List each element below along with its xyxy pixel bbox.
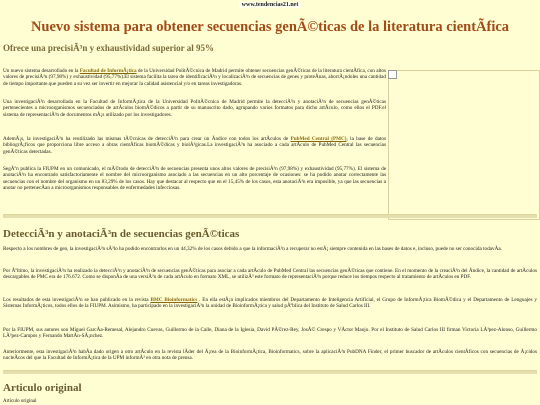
section-divider [3,214,537,218]
paragraph-1: Un nuevo sistema desarrollado en la Facultad de InformÃ¡tica de la Universidad PolitÃ©cnica de Madrid permite obtener secuencias genÃ©ticas de la literatura cientÃfica, con altos valores de precisiÃ³n (97,98%) y exhaustividad (95,77%).El sistema facilita la tarea de identificaciÃ³n y localizaciÃ³n de secuencias de genes y proteÃnas, ahorrÃ¡ndoles una cantidad de tiempo importante.que pueden a su vez ser invertir en mejorar la calidad asistencial y/o en tareas investigadoras. [3,68,386,87]
site-url: www.tendencias21.net [0,2,540,9]
article-subtitle: Ofrece una precisiÃ³n y exhaustividad superior al 95% [3,43,214,53]
section-heading-deteccion: DetecciÃ³n y anotaciÃ³n de secuencias genÃ©ticas [3,228,240,240]
section-heading-original: Articulo original [3,382,82,394]
pubmed-central-link[interactable]: PubMed Central (PMC) [290,136,347,142]
article-title: Nuevo sistema para obtener secuencias genÃ©ticas de la literatura cientÃfica [30,19,510,35]
paragraph-6: Por Ãºltimo, la investigaciÃ³n ha realizado la detecciÃ³n y anotaciÃ³n de secuencias genÃ©ticas para asociar a cada artÃculo de PubMed Central las secuencias genÃ©ticas que contiene. En el momento de la creaciÃ³n del Ãndice, la cantidad de artÃculos descargables de PMC era de 176.672. Como se disponÃa de una versiÃ³n de cada artÃculo en formato XML, se utilizÃ³ este formato de representaciÃ³n porque reduce los tiempos respecto al tratamiento de artÃculos en PDF. [3,268,537,281]
paragraph-3: AdemÃ¡s, la investigaciÃ³n ha reutilizado las mismas tÃ©cnicas de detecciÃ³n para crear un Ãndice con todos los artÃculos de PubMed Central (PMC), la base de datos bibliogrÃ¡ficos que proporciona libre acceso a obras cientÃficas biomÃ©dicas y biolÃ³gicas.La investigaciÃ³n ha asociado a cada artÃculo de PubMed Central las secuencias genÃ©ticas detectadas. [3,136,386,155]
paragraph-2: Una investigaciÃ³n desarrollada en la Facultad de InformÃ¡tica de la Universidad PolitÃ©cnica de Madrid permite la detecciÃ³n y anotaciÃ³n de secuencias genÃ©ticas pertenecientes a microorganismos secuenciados de artÃculos biomÃ©dicos a partir de su manuscrito dado, agrupando varios formatos para dicho artÃculo, como ellos el PDF.el sistema de representaciÃ³n de documentos mÃ¡s utilizado por los investigadores. [3,99,386,118]
paragraph-7: Los resultados de esta investigaciÃ³n se han publicado en la revista BMC Bioinformatics . En ella estÃ¡n implicados miembros del Departamento de Inteligencia Artificial, el Grupo de InformÃ¡tica BiomÃ©dica y el Departamento de Lenguajes y Sistemas InformÃ¡ticos, todos ellos de la FIUPM. Asimismo, ha participado en la investigaciÃ³n la unidad de BioinformÃ¡tica y salud pÃºblica del Instituto de Salud Carlos III. [3,297,538,310]
broken-image-icon [388,70,397,79]
paragraph-4: SegÃºn publica la FIUPM en un comunicado, el mÃ©todo de detecciÃ³n de secuencias presenta unos altos valores de precisiÃ³n (97,98%) y exhaustividad (95,77%). El sistema de anotaciÃ³n ha encontrado satisfactoriamente el nombre del microorganismo asociado a las secuencias en un alto porcentaje de ocasiones: se ha podido anotar correctamente las secuencias con el nombre del organismo en un 83,29% de los casos. Hay que destacar al respecto que en el 15,45% de los casos, esta anotaciÃ³n era imposible, ya que las secuencias a anotar no pertenecÃan a microorganismos responsables de enfermedades infecciosas. [3,166,386,191]
side-image-frame [388,70,540,220]
paragraph-9: Anteriormente, esta investigaciÃ³n habÃa dado origen a otro artÃculo en la revista lÃder del Ã¡rea de la BioinformÃ¡tica, Bioinformatics, sobre la aplicaciÃ³n PubDNA Finder, el primer buscador de artÃculos cientÃficos con secuencias de Ã¡cidos nucleÃcos del que la Facultad de InformÃ¡tica de la UPM informÃ³ en otra nota de prensa. [3,349,537,362]
section-divider-2 [3,370,537,374]
original-article-text: Artículo original [3,399,37,404]
paragraph-8: Por la FIUPM, sus autores son Miguel GarcÃa-Remesal, Alejandro Cuevas, Guillermo de la Calle, Diana de la Iglesia, David PÃ©rez-Rey, JosÃ© Crespo y VÃctor Maojo. Por el Instituto de Salud Carlos III firman Victoria LÃ³pez-Alonso, Guillermo LÃ³pez-Campos y Fernando MartÃn-SÃ¡nchez. [3,327,537,340]
bmc-bioinformatics-link[interactable]: BMC Bioinformatics [150,297,198,303]
facultad-informatica-link[interactable]: Facultad de InformÃ¡tica [79,68,137,74]
paragraph-5: Respecto a los nombres de gen, la investigaciÃ³n sÃ³lo ha podido encontrarlos en un 44,32% de los casos debido a que la informaciÃ³n a recuperar no estÃ¡ siempre contenida en las bases de datos e, incluso, puede no ser conocida todavÃa. [3,246,502,252]
